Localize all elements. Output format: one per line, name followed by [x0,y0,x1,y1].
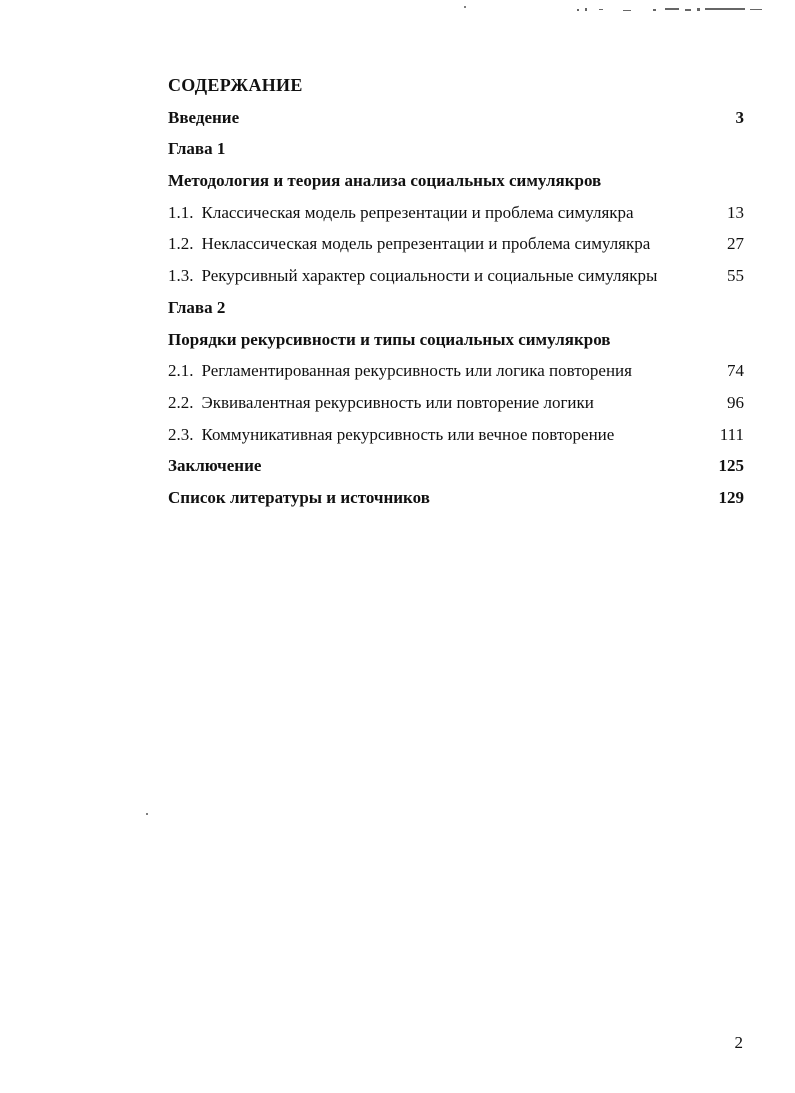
toc-section-1-1 [168,197,744,229]
toc-section-2-2 [168,387,744,419]
toc-entry-title: Методология и теория анализа социальных симулякров [168,171,602,191]
toc-chapter-2-title [168,324,744,356]
toc-entry-bibliography [168,482,744,514]
toc-entry-number: 2.3. [168,424,194,444]
toc-entry-number: 2.1. [168,361,194,381]
toc-entry-page: 13 [727,202,744,222]
page-number: 2 [734,1033,743,1052]
toc-chapter-2 [168,292,744,324]
toc-entry-page: 3 [735,107,744,127]
toc-entry-page: 27 [727,234,744,254]
toc-entry-number: 1.3. [168,266,194,286]
toc-entry-number: 1.1. [168,202,194,222]
toc-entry-conclusion [168,450,744,482]
toc-section-2-3 [168,419,744,451]
toc-entry-title [168,387,594,419]
toc-entry-title [168,355,632,387]
toc-chapter-1 [168,133,744,165]
toc-entry-page: 74 [727,361,744,381]
toc-entry-introduction [168,102,744,134]
toc-entry-title: Список литературы и источников [168,487,430,507]
toc-entry-number: 1.2. [168,234,194,254]
toc-entry-number: 2.2. [168,392,194,412]
toc-section-1-2 [168,228,744,260]
toc-entry-page: 96 [727,392,744,412]
toc-entry-text: Эквивалентная рекурсивность или повторение логики [201,392,594,412]
scan-dot [464,6,466,8]
scan-dot [146,813,148,815]
toc-entry-text: Коммуникативная рекурсивность или вечное повторение [201,424,615,444]
toc-section-2-1 [168,355,744,387]
toc-entry-page: 55 [727,266,744,286]
toc-entry-title: Введение [168,107,240,127]
toc-entry-page: 111 [719,424,744,444]
toc-entry-text: Классическая модель репрезентации и проблема симулякра [201,202,634,222]
toc-entry-page: 125 [718,456,744,476]
toc-entry-text: Регламентированная рекурсивность или логика повторения [201,361,632,381]
toc-entry-title: Порядки рекурсивности и типы социальных симулякров [168,329,611,349]
toc-entry-title [168,197,634,229]
toc-entry-title [168,260,657,292]
toc-entry-title [168,228,650,260]
toc-entry-title [168,419,614,451]
toc-entry-title: Глава 2 [168,297,226,317]
toc-entry-text: Неклассическая модель репрезентации и проблема симулякра [201,234,651,254]
toc-heading: СОДЕРЖАНИЕ [168,75,303,95]
toc-chapter-1-title [168,165,744,197]
toc-section-1-3 [168,260,744,292]
scan-artifact [575,4,775,14]
table-of-contents [168,70,744,514]
toc-entry-title: Заключение [168,456,262,476]
toc-entry-text: Рекурсивный характер социальности и социальные симулякры [201,266,658,286]
toc-entry-title: Глава 1 [168,139,226,159]
toc-entry-page: 129 [718,487,744,507]
